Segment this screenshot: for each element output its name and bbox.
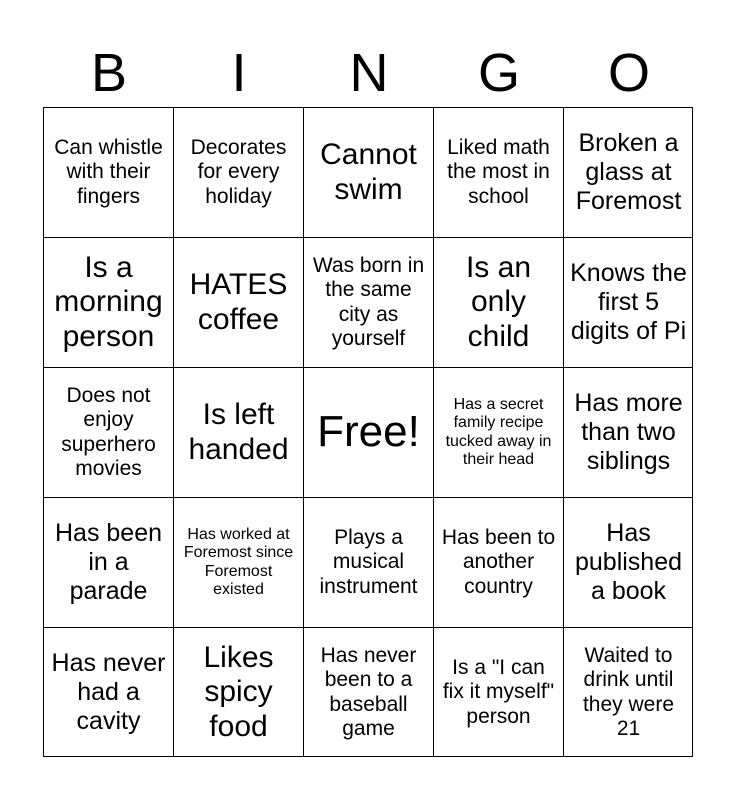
- bingo-cell[interactable]: [433, 237, 563, 367]
- cell-text: Knows the first 5 digits of Pi: [570, 259, 687, 345]
- cell-text: Cannot swim: [320, 138, 417, 206]
- header-letter-n: N: [349, 43, 389, 103]
- cell-text: Free!: [317, 407, 420, 457]
- cell-text: Is a morning person: [54, 250, 163, 353]
- header-letter-b: B: [90, 43, 128, 103]
- bingo-cell[interactable]: [43, 497, 173, 627]
- bingo-cell[interactable]: [173, 497, 303, 627]
- bingo-cell[interactable]: [303, 107, 433, 237]
- bingo-cell[interactable]: [433, 497, 563, 627]
- cell-text: Broken a glass at Foremost: [575, 129, 682, 215]
- cell-text: Was born in the same city as yourself: [312, 254, 425, 350]
- bingo-cell[interactable]: [43, 107, 173, 237]
- bingo-cell[interactable]: [303, 627, 433, 757]
- cell-text: Decorates for every holiday: [190, 136, 287, 208]
- bingo-cell[interactable]: [43, 237, 173, 367]
- bingo-board: [43, 107, 693, 757]
- header-letter-g: G: [477, 43, 520, 103]
- cell-text: Has a secret family recipe tucked away in their head: [445, 395, 552, 468]
- bingo-cell[interactable]: [43, 367, 173, 497]
- bingo-cell[interactable]: [43, 627, 173, 757]
- cell-text: Has been to another country: [441, 526, 556, 598]
- bingo-cell[interactable]: [173, 107, 303, 237]
- header-letter-o: O: [607, 43, 650, 103]
- bingo-cell[interactable]: [433, 627, 563, 757]
- bingo-cell[interactable]: [563, 497, 693, 627]
- cell-text: Has been in a parade: [54, 519, 163, 605]
- bingo-cell[interactable]: [563, 367, 693, 497]
- bingo-cell[interactable]: [563, 107, 693, 237]
- free-space[interactable]: [303, 367, 433, 497]
- cell-text: Does not enjoy superhero movies: [61, 384, 156, 480]
- cell-text: Liked math the most in school: [447, 136, 550, 208]
- cell-text: Has worked at Foremost since Foremost existed: [183, 525, 294, 598]
- bingo-cell[interactable]: [173, 237, 303, 367]
- cell-text: Can whistle with their fingers: [54, 136, 163, 208]
- cell-text: Has published a book: [574, 519, 683, 605]
- header-letter-i: I: [231, 43, 247, 103]
- bingo-cell[interactable]: [563, 627, 693, 757]
- bingo-cell[interactable]: [173, 627, 303, 757]
- bingo-cell[interactable]: [173, 367, 303, 497]
- cell-text: Has never had a cavity: [51, 649, 166, 735]
- cell-text: Is left handed: [188, 398, 289, 466]
- cell-text: Waited to drink until they were 21: [582, 644, 675, 740]
- bingo-cell[interactable]: [433, 107, 563, 237]
- bingo-cell[interactable]: [563, 237, 693, 367]
- bingo-cell[interactable]: [433, 367, 563, 497]
- bingo-header: [44, 40, 694, 106]
- cell-text: Is an only child: [465, 250, 532, 353]
- cell-text: Has never been to a baseball game: [320, 644, 417, 740]
- cell-text: Is a "I can fix it myself" person: [442, 656, 555, 728]
- cell-text: HATES coffee: [189, 268, 288, 336]
- cell-text: Has more than two siblings: [574, 389, 683, 475]
- cell-text: Plays a musical instrument: [319, 526, 418, 598]
- cell-text: Likes spicy food: [203, 640, 274, 743]
- bingo-cell[interactable]: [303, 497, 433, 627]
- bingo-cell[interactable]: [303, 237, 433, 367]
